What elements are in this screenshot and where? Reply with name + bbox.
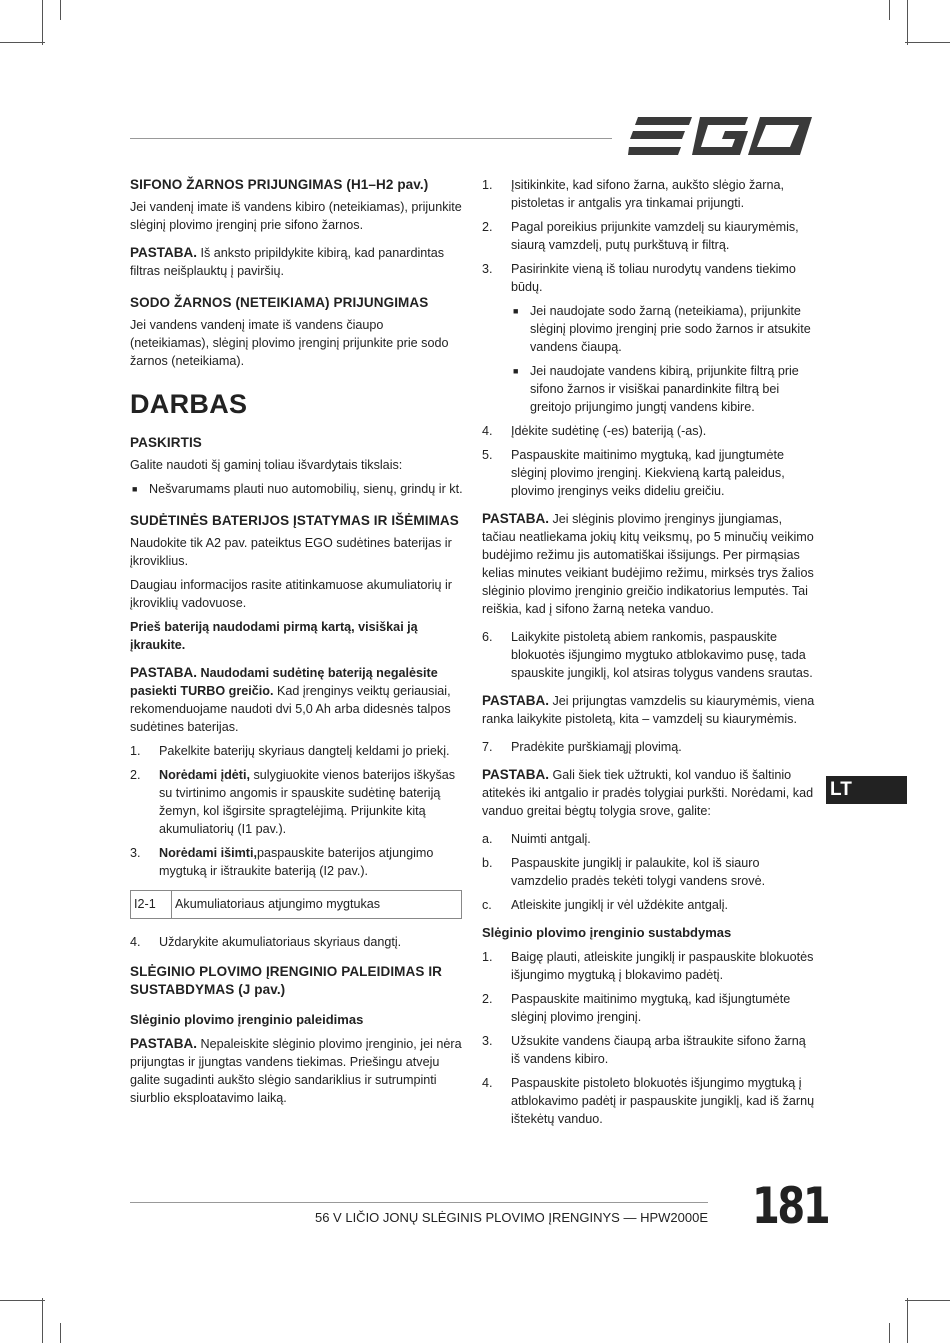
note — [130, 244, 464, 280]
table-cell-label: Akumuliatoriaus atjungimo mygtukas — [175, 897, 381, 911]
note — [482, 692, 816, 728]
list-item — [482, 990, 816, 1026]
table-cell-code: I2-1 — [131, 891, 172, 918]
note-text: Nepaleiskite slėginio plovimo įrenginio, jei nėra prijungtas ir įjungtas vandens tiekimas. Priešingu atveju galite sugadinti aukšto slėgio sandariklius ir sutrumpinti siurblio eksploatavimo laiką. — [130, 1037, 462, 1105]
list-item — [482, 1032, 816, 1068]
section-title: SLĖGINIO PLOVIMO ĮRENGINIO PALEIDIMAS IR SUSTABDYMAS (J pav.) — [130, 964, 443, 997]
list-item — [130, 933, 464, 951]
list-number: 5. — [482, 448, 493, 462]
subsection-title: Slėginio plovimo įrenginio sustabdymas — [482, 925, 732, 940]
paragraph: Jei vandenį imate iš vandens kibiro (neteikiamas), prijunkite slėginį plovimo įrenginį prie sifono žarnos. — [130, 200, 462, 232]
note-text: Kad įrenginys veiktų geriausiai, rekomenduojame naudoti dvi 5,0 Ah arba didesnės talpos sudėtines baterijas. — [130, 684, 451, 734]
list-item-text: Pagal poreikius prijunkite vamzdelį su kiaurymėmis, siaurą vamzdelį, putų purkštuvą ir filtrą. — [511, 220, 799, 252]
list-item — [130, 480, 464, 498]
list-item — [482, 738, 816, 756]
right-column — [482, 176, 816, 1138]
list-number: 2. — [130, 768, 141, 782]
note-keyword: PASTABA. — [130, 665, 197, 680]
header-rule — [130, 138, 612, 139]
list-item — [130, 742, 464, 760]
list-number: 6. — [482, 630, 493, 644]
section-title: SUDĖTINĖS BATERIJOS ĮSTATYMAS IR IŠĖMIMAS — [130, 513, 459, 528]
list-item — [482, 948, 816, 984]
list-item — [130, 766, 464, 838]
paragraph: Galite naudoti šį gaminį toliau išvardytais tikslais: — [130, 458, 403, 472]
list-item-text: Baigę plauti, atleiskite jungiklį ir paspauskite blokuotės išjungimo mygtuką į blokavimo padėtį. — [511, 950, 814, 982]
list-item-text: Jei naudojate vandens kibirą, prijunkite filtrą prie sifono žarnos ir visiškai panardinkite filtrą bei greitojo prijungimo jungtį vandens kibire. — [530, 364, 799, 414]
list-letter: c. — [482, 898, 492, 912]
crop-mark — [907, 1298, 908, 1343]
note-keyword: PASTABA. — [130, 245, 197, 260]
note-text: Jei prijungtas vamzdelis su kiaurymėmis, viena ranka laikykite pistoletą, kita – vamzdelį su kiaurymėmis. — [482, 694, 815, 726]
steps-list — [130, 742, 464, 880]
note-keyword: PASTABA. — [482, 693, 549, 708]
list-number: 2. — [482, 220, 493, 234]
paragraph: Naudokite tik A2 pav. pateiktus EGO sudėtines baterijas ir įkroviklius. — [130, 536, 452, 568]
note-text: Iš anksto pripildykite kibirą, kad panardintas filtras neišplauktų į paviršių. — [130, 246, 445, 278]
page-number: 181 — [752, 1177, 829, 1235]
list-item-text: Nešvarumams plauti nuo automobilių, sienų, grindų ir kt. — [149, 482, 463, 496]
list-number: 3. — [482, 262, 493, 276]
list-item — [482, 628, 816, 682]
list-item — [482, 854, 816, 890]
list-number: 4. — [482, 424, 493, 438]
list-number: 1. — [130, 744, 141, 758]
steps-list — [482, 422, 816, 500]
paragraph: Prieš bateriją naudodami pirmą kartą, visiškai ją įkraukite. — [130, 620, 418, 652]
list-item-text: Norėdami įdėti, sulygiuokite vienos baterijos iškyšas su tvirtinimo angomis ir spauskite sudėtinę bateriją žemyn, kol išgirsite spragtelėjimą. Prijunkite kitą akumuliatorių (I1 pav.). — [159, 768, 456, 836]
crop-mark — [42, 0, 43, 45]
list-item — [482, 260, 816, 296]
section-title: SODO ŽARNOS (NETEIKIAMA) PRIJUNGIMAS — [130, 295, 429, 310]
note-text: Gali šiek tiek užtrukti, kol vanduo iš šaltinio atitekės iki antgalio ir pradės tolygiai purkšti. Norėdami, kad vanduo greitai bėgtų tolygia srove, galite: — [482, 768, 814, 818]
list-item — [482, 446, 816, 500]
list-item — [482, 1074, 816, 1128]
list-number: 3. — [130, 846, 141, 860]
list-item-text: Paspauskite jungiklį ir palaukite, kol iš siauro vamzdelio pradės tekėti tolygi vandens srovė. — [511, 856, 766, 888]
crop-mark — [907, 0, 908, 45]
list-item — [482, 896, 816, 914]
list-number: 1. — [482, 950, 493, 964]
list-item-text: Nuimti antgalį. — [511, 832, 591, 846]
note-keyword: PASTABA. — [130, 1036, 197, 1051]
list-item-text: Pakelkite baterijų skyriaus dangtelį keldami jo priekį. — [159, 744, 450, 758]
chapter-title: DARBAS — [130, 389, 248, 419]
steps-list — [482, 948, 816, 1128]
footer-rule — [130, 1202, 708, 1203]
square-bullet-icon: ■ — [513, 306, 519, 316]
section-title: SIFONO ŽARNOS PRIJUNGIMAS (H1–H2 pav.) — [130, 177, 429, 192]
paragraph: Jei vandens vandenį imate iš vandens čiaupo (neteikiamas), slėginį plovimo įrenginį prijunkite prie sodo žarnos (neteikiama). — [130, 318, 449, 368]
list-item — [482, 422, 816, 440]
list-letter: b. — [482, 856, 493, 870]
crop-mark — [0, 1300, 45, 1301]
paragraph: Daugiau informacijos rasite atitinkamuose akumuliatorių ir įkroviklių vadovuose. — [130, 578, 452, 610]
section-title: PASKIRTIS — [130, 435, 202, 450]
crop-mark — [0, 42, 45, 43]
list-item — [511, 362, 816, 416]
list-number: 4. — [482, 1076, 493, 1090]
ego-logo — [628, 117, 812, 157]
crop-mark — [889, 0, 890, 20]
bullet-list — [482, 302, 816, 416]
list-item-text: Uždarykite akumuliatoriaus skyriaus dangtį. — [159, 935, 402, 949]
list-item — [482, 218, 816, 254]
list-item-text: Pasirinkite vieną iš toliau nurodytų vandens tiekimo būdų. — [511, 262, 796, 294]
list-item — [130, 844, 464, 880]
list-item-text: Užsukite vandens čiaupą arba ištraukite sifono žarną iš vandens kibiro. — [511, 1034, 806, 1066]
note — [130, 664, 464, 736]
language-tab: LT — [826, 776, 907, 804]
list-number: 2. — [482, 992, 493, 1006]
crop-mark — [42, 1298, 43, 1343]
subsection-title: Slėginio plovimo įrenginio paleidimas — [130, 1012, 364, 1027]
list-number: 1. — [482, 178, 493, 192]
list-item-text: Laikykite pistoletą abiem rankomis, paspauskite blokuotės išjungimo mygtuko atblokavimo pusę, tada spauskite jungiklį, kol atsiras tolygus vandens srautas. — [511, 630, 813, 680]
list-letter: a. — [482, 832, 493, 846]
crop-mark — [889, 1323, 890, 1343]
legend-table — [130, 890, 462, 919]
square-bullet-icon: ■ — [513, 366, 519, 376]
note-keyword: PASTABA. — [482, 767, 549, 782]
list-item-text: Norėdami išimti,paspauskite baterijos atjungimo mygtuką ir ištraukite bateriją (I2 pav.). — [159, 846, 434, 878]
list-item-text: Paspauskite maitinimo mygtuką, kad įjungtumėte slėginį plovimo įrenginį. Kiekvieną kartą paleidus, plovimo įrenginys veiks dideliu greičiu. — [511, 448, 785, 498]
list-item-text: Atleiskite jungiklį ir vėl uždėkite antgalį. — [511, 898, 728, 912]
crop-mark — [60, 1323, 61, 1343]
note — [482, 766, 816, 820]
list-number: 7. — [482, 740, 493, 754]
list-item — [482, 176, 816, 212]
note-keyword: PASTABA. — [482, 511, 549, 526]
list-item — [482, 830, 816, 848]
crop-mark — [905, 42, 950, 43]
note-bold-text: Naudodami sudėtinę bateriją negalėsite pasiekti TURBO greičio. — [130, 666, 438, 698]
steps-list — [482, 176, 816, 296]
crop-mark — [60, 0, 61, 20]
list-item-text: Paspauskite pistoleto blokuotės išjungimo mygtuką į atblokavimo padėtį ir paspauskite jungiklį, kad iš žarnų ištekėtų vanduo. — [511, 1076, 815, 1126]
note — [130, 1035, 464, 1107]
list-item — [511, 302, 816, 356]
list-item-text: Pradėkite purškiamąjį plovimą. — [511, 740, 682, 754]
note — [482, 510, 816, 618]
list-number: 4. — [130, 935, 141, 949]
square-bullet-icon: ■ — [132, 484, 138, 494]
footer-text: 56 V LIČIO JONŲ SLĖGINIS PLOVIMO ĮRENGINYS — HPW2000E — [314, 1210, 708, 1225]
list-item-text: Jei naudojate sodo žarną (neteikiama), prijunkite slėginį plovimo įrenginį prie sodo žarnos ir atsukite vandens čiaupą. — [530, 304, 811, 354]
letter-list — [482, 830, 816, 914]
list-item-text: Įdėkite sudėtinę (-es) bateriją (-as). — [511, 424, 707, 438]
left-column — [130, 176, 464, 1117]
list-item-text: Paspauskite maitinimo mygtuką, kad išjungtumėte slėginį plovimo įrenginį. — [511, 992, 791, 1024]
list-number: 3. — [482, 1034, 493, 1048]
list-item-text: Įsitikinkite, kad sifono žarna, aukšto slėgio žarna, pistoletas ir antgalis yra tinkamai prijungti. — [511, 178, 785, 210]
crop-mark — [905, 1300, 950, 1301]
note-text: Jei slėginis plovimo įrenginys įjungiamas, tačiau neatliekama jokių kitų veiksmų, po 5 minučių veikimo budėjimo režimu jis automatiškai išsijungs. Per pirmąsias kelias minutes veikiant budėjimo režimu, mirksės trys žalios slėginio plovimo įrenginio greičio indikatorius lemputės. Tai reiškia, kad į sifono žarną neteka vanduo. — [482, 512, 814, 616]
